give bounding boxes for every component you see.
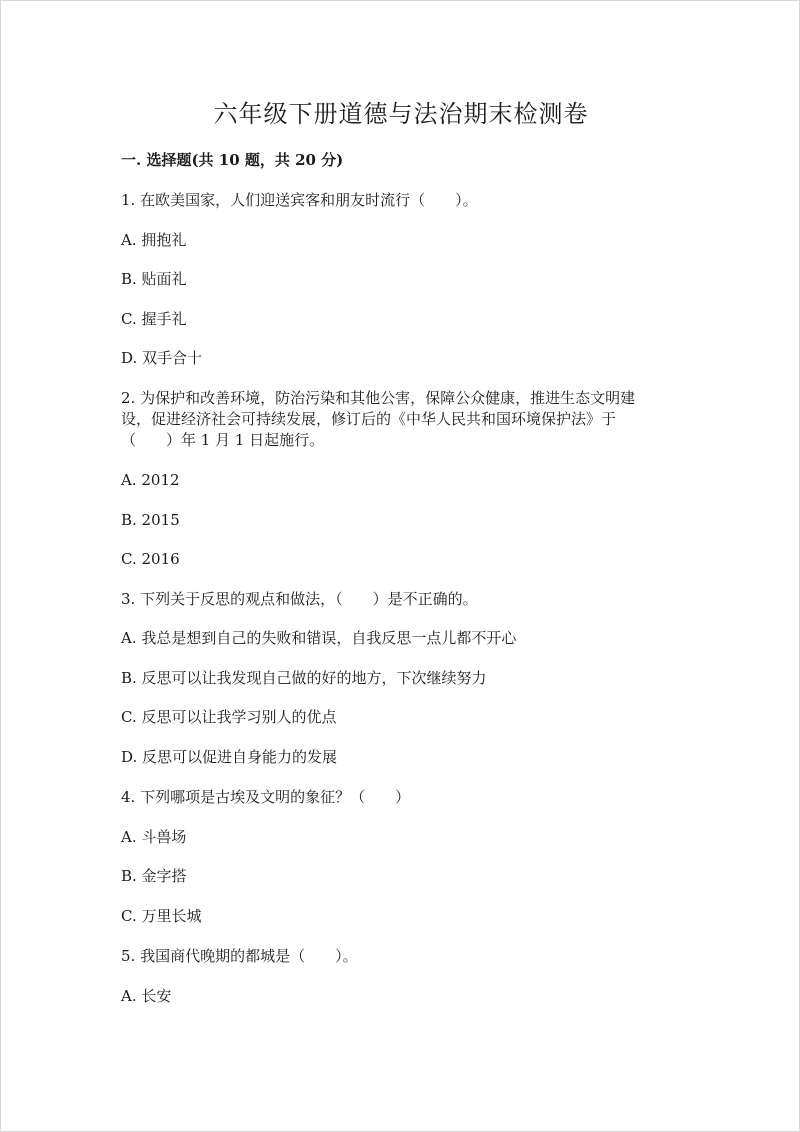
question-4-stem: 4. 下列哪项是古埃及文明的象征？（ ） xyxy=(121,788,411,806)
question-2-stem-line-3: （ ）年 1 月 1 日起施行。 xyxy=(121,431,325,449)
question-3-option-b: B. 反思可以让我发现自己做的好的地方，下次继续努力 xyxy=(121,669,487,687)
question-3-option-d: D. 反思可以促进自身能力的发展 xyxy=(121,748,338,766)
question-5-option-a: A. 长安 xyxy=(121,987,172,1005)
document-title: 六年级下册道德与法治期末检测卷 xyxy=(213,100,589,128)
question-2-option-b: B. 2015 xyxy=(121,511,180,529)
question-3-option-a: A. 我总是想到自己的失败和错误，自我反思一点儿都不开心 xyxy=(121,629,517,647)
question-2-stem-line-1: 2. 为保护和改善环境，防治污染和其他公害，保障公众健康，推进生态文明建 xyxy=(121,389,636,407)
question-2-option-a: A. 2012 xyxy=(121,471,180,489)
question-1-option-b: B. 贴面礼 xyxy=(121,270,187,288)
question-2-stem xyxy=(121,388,666,451)
question-1-option-a: A. 拥抱礼 xyxy=(121,231,187,249)
question-2-stem-line-2: 设，促进经济社会可持续发展，修订后的《中华人民共和国环境保护法》于 xyxy=(121,410,617,428)
question-1-option-d: D. 双手合十 xyxy=(121,349,203,367)
question-1-option-c: C. 握手礼 xyxy=(121,310,187,328)
question-4-option-c: C. 万里长城 xyxy=(121,907,202,925)
question-4-option-a: A. 斗兽场 xyxy=(121,828,187,846)
question-2-option-c: C. 2016 xyxy=(121,550,180,568)
question-3-option-c: C. 反思可以让我学习别人的优点 xyxy=(121,708,337,726)
question-3-stem: 3. 下列关于反思的观点和做法，（ ）是不正确的。 xyxy=(121,590,478,608)
question-1-stem: 1. 在欧美国家，人们迎送宾客和朋友时流行（ ）。 xyxy=(121,191,478,209)
section-heading: 一. 选择题(共 10 题，共 20 分) xyxy=(121,151,344,169)
question-5-stem: 5. 我国商代晚期的都城是（ ）。 xyxy=(121,947,358,965)
question-4-option-b: B. 金字搭 xyxy=(121,867,187,885)
